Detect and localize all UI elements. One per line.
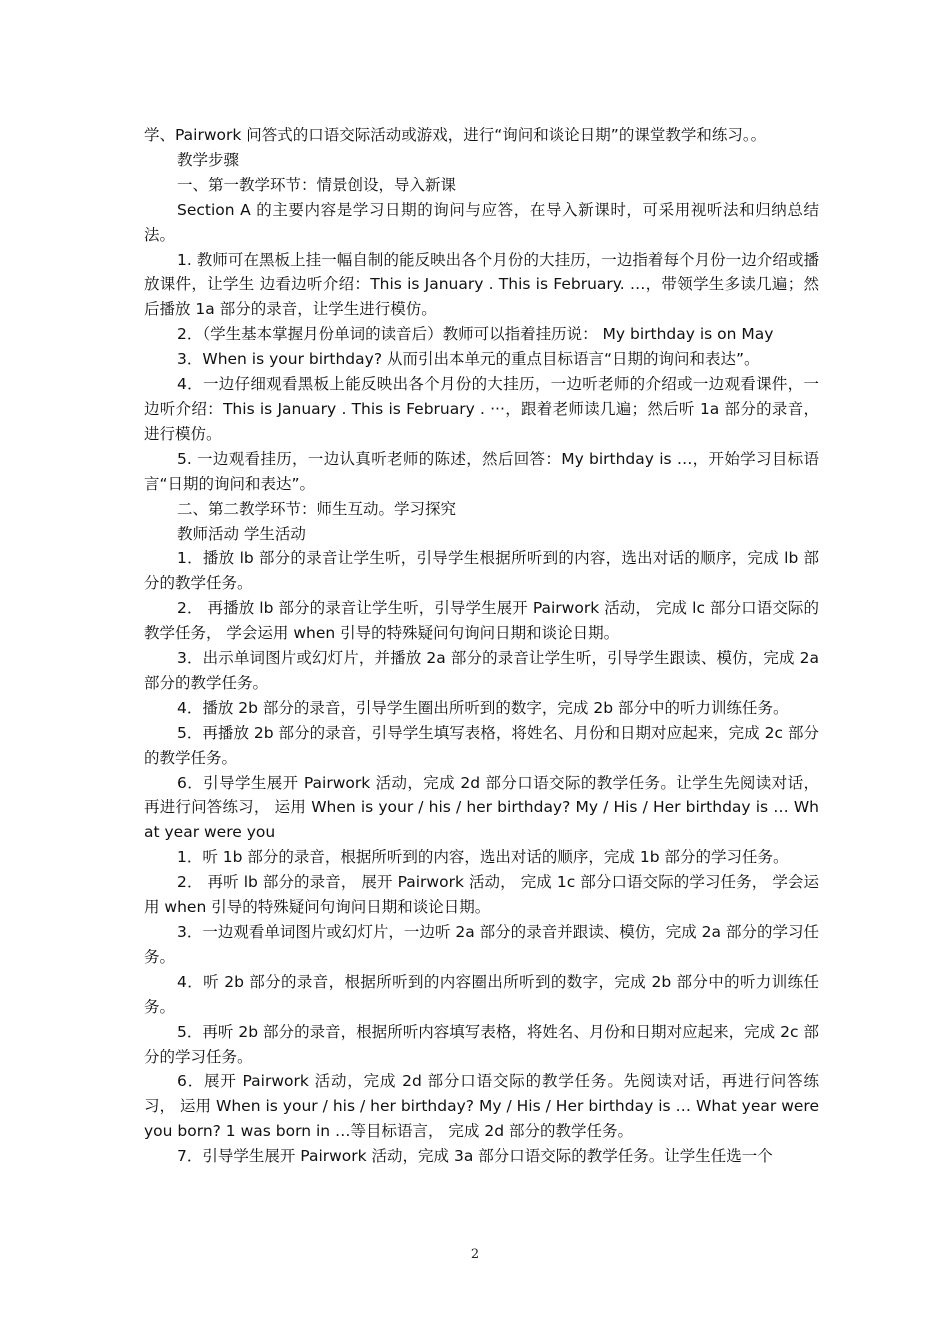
list-item: 3．When is your birthday? 从而引出本单元的重点目标语言“日期的询问和表达”。 (177, 350, 760, 369)
section-heading: 二、第二教学环节：师生互动。学习探究 (177, 499, 457, 518)
list-item: 4．播放 2b 部分的录音，引导学生圈出所听到的数字，完成 2b 部分中的听力训练任务。 (177, 698, 789, 717)
section-heading: 一、第一教学环节：情景创设，导入新课 (177, 175, 457, 194)
list-item: 4．听 2b 部分的录音，根据所听到的内容圈出所听到的数字，完成 2b 部分中的听力训练任务。 (144, 972, 819, 1016)
paragraph: 学、Pairwork 问答式的口语交际活动或游戏，进行“询问和谈论日期”的课堂教学和练习。。 (144, 126, 767, 144)
list-item: 6．展开 Pairwork 活动，完成 2d 部分口语交际的教学任务。先阅读对话，再进行问答练习， 运用 When is your / his / her birthday? My / His / Her birthday is … What year were you born? 1 was born in …等目标语言， 完成 2d 部分的教学任务。 (144, 1072, 819, 1141)
list-item: 7．引导学生展开 Pairwork 活动，完成 3a 部分口语交际的教学任务。让学生任选一个 (177, 1147, 773, 1166)
list-item: 1. 教师可在黑板上挂一幅自制的能反映出各个月份的大挂历，一边指着每个月份一边介绍或播放课件，让学生 边看边听介绍：This is January . This is February. …，带领学生多读几遍；然后播放 1a 部分的录音，让学生进行模仿。 (144, 250, 819, 319)
list-item: 5. 一边观看挂历，一边认真听老师的陈述，然后回答：My birthday is …，开始学习目标语言“日期的询问和表达”。 (144, 449, 819, 493)
list-item: 1．播放 lb 部分的录音让学生听，引导学生根据所听到的内容，选出对话的顺序，完成 lb 部分的教学任务。 (144, 549, 819, 593)
list-item: 4．一边仔细观看黑板上能反映出各个月份的大挂历，一边听老师的介绍或一边观看课件，一边听介绍：This is January . This is February . ···，跟着老师读几遍；然后听 1a 部分的录音，进行模仿。 (144, 375, 819, 443)
list-item: 2． 再播放 lb 部分的录音让学生听，引导学生展开 Pairwork 活动， 完成 lc 部分口语交际的教学任务， 学会运用 when 引导的特殊疑问句询问日期和谈论日期。 (144, 599, 819, 643)
list-item: 5．再播放 2b 部分的录音，引导学生填写表格，将姓名、月份和日期对应起来，完成 2c 部分的教学任务。 (144, 723, 819, 767)
paragraph: 教学步骤 (177, 150, 240, 169)
paragraph: Section A 的主要内容是学习日期的询问与应答，在导入新课时，可采用视听法和归纳总结法。 (144, 200, 819, 244)
body-text (144, 123, 819, 1169)
list-item: 3．出示单词图片或幻灯片，并播放 2a 部分的录音让学生听，引导学生跟读、模仿，完成 2a 部分的教学任务。 (144, 649, 819, 692)
paragraph: 教师活动 学生活动 (177, 524, 306, 543)
list-item: 3．一边观看单词图片或幻灯片，一边听 2a 部分的录音并跟读、模仿，完成 2a 部分的学习任务。 (144, 923, 819, 966)
page-number: 2 (470, 1247, 480, 1262)
list-item: 5．再听 2b 部分的录音，根据所听内容填写表格，将姓名、月份和日期对应起来，完成 2c 部分的学习任务。 (144, 1022, 819, 1066)
list-item: 1．听 1b 部分的录音，根据所听到的内容，选出对话的顺序，完成 1b 部分的学习任务。 (177, 848, 789, 867)
list-item: 2． 再听 lb 部分的录音， 展开 Pairwork 活动， 完成 1c 部分口语交际的学习任务， 学会运用 when 引导的特殊疑问句询问日期和谈论日期。 (144, 873, 819, 917)
list-item: 2．（学生基本掌握月份单词的读音后）教师可以指着挂历说： My birthday is on May (177, 325, 774, 344)
list-item: 6．引导学生展开 Pairwork 活动，完成 2d 部分口语交际的教学任务。让学生先阅读对话， 再进行问答练习， 运用 When is your / his / her birthday? My / His / Her birthday is … What year were you (144, 773, 819, 842)
